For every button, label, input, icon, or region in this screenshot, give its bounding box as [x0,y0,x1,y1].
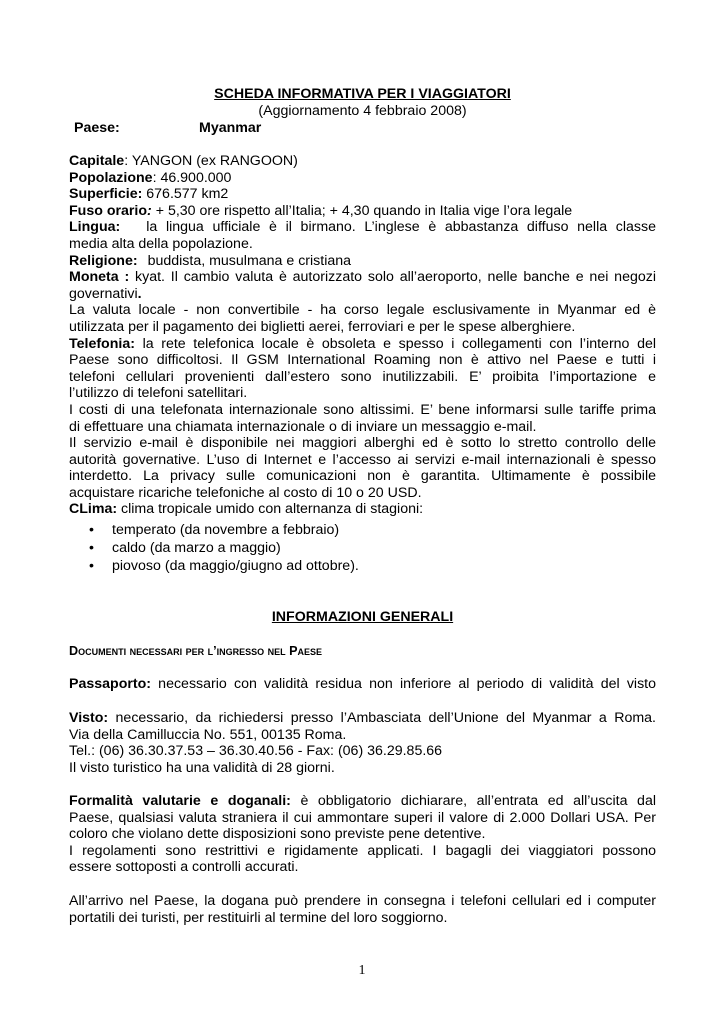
arrivo-line-1: All’arrivo nel Paese, la dogana può prendere in consegna i telefoni cellulari ed i computer [69,893,656,909]
popolazione-value: : 46.900.000 [152,169,232,186]
documents-heading: Documenti necessari per l’ingresso nel Paese [69,644,323,658]
email-line-4: acquistare ricariche telefoniche al costo di 10 o 20 USD. [69,484,422,501]
clima-line [69,501,656,518]
telefonia-line-4: l’utilizzo di telefoni satellitari. [69,385,248,402]
fuso-label: Fuso orario [69,202,148,219]
telefonia-line-1 [69,336,656,353]
telefonia-line-2: Paese sono difficoltosi. Il GSM International Roaming non è attivo nel Paese e tutti i [69,352,656,369]
moneta-period: . [137,285,142,302]
valuta-line-1: La valuta locale - non convertibile - ha corso legale esclusivamente in Myanmar ed è [69,302,656,319]
costi-line-1: I costi di una telefonata internazionale sono altissimi. E’ bene informarsi sulle tariffe prima [69,401,656,418]
lingua-line-2: media alta della popolazione. [69,235,253,252]
clima-label: CLima: [69,501,118,518]
visto-validity: Il visto turistico ha una validità di 28 giorni. [69,759,335,776]
popolazione-label: Popolazione [69,169,153,186]
moneta-value-2: governativi [69,285,138,302]
email-line-2: autorità governative. L’uso di Internet e l’accesso ai servizi e-mail internazionali è spesso [69,451,656,468]
visto-label: Visto: [69,710,109,726]
religione-value: buddista, musulmana e cristiana [147,252,352,269]
telefonia-value: la rete telefonica locale è obsoleta e spesso i collegamenti con l’interno del [134,335,656,352]
season-piovoso: piovoso (da maggio/giugno ad ottobre). [112,558,359,574]
religione-label: Religione: [69,252,138,269]
capitale-label: Capitale [69,153,125,169]
country-label: Paese: [74,120,120,136]
telefonia-line-3: telefoni cellulari provenienti dall’estero sono inutilizzabili. E’ proibita l’importazione e [69,368,656,385]
fuso-colon: : [147,202,152,219]
valuta-line-2: utilizzata per il pagamento dei biglietti aerei, ferroviari e per le spese alberghiere. [69,318,576,335]
lingua-value: la lingua ufficiale è il birmano. L’inglese è abbastanza diffuso nella classe [146,219,656,236]
religione-line [69,253,656,270]
visto-phone: Tel.: (06) 36.30.37.53 – 36.30.40.56 - Fax: (06) 36.29.85.66 [69,743,443,760]
visto-address: Via della Camilluccia No. 551, 00135 Roma. [69,726,347,743]
document-title: SCHEDA INFORMATIVA PER I VIAGGIATORI [214,86,511,102]
regolamenti-line-1: I regolamenti sono restrittivi e rigidamente applicati. I bagagli dei viaggiatori possono [69,842,656,859]
formalita-line-3: coloro che violano dette disposizioni sono previste pene detentive. [69,826,486,843]
fuso-value: + 5,30 ore rispetto all’Italia; + 4,30 quando in Italia vige l’ora legale [151,202,573,219]
moneta-line-2 [69,286,656,303]
clima-value: clima tropicale umido con alternanza di stagioni: [117,501,424,518]
arrivo-paragraph [69,893,656,926]
passaporto-value: necessario con validità residua non inferiore al periodo di validità del visto [151,676,656,692]
lingua-label: Lingua: [69,219,121,236]
update-date: (Aggiornamento 4 febbraio 2008) [258,103,467,119]
formalita-line-2: Paese, qualsiasi valuta straniera il cui ammontare superi il valore di 2.000 Dollari USA. Per [69,809,656,826]
bullet-icon: • [89,558,94,574]
arrivo-line-2: portatili dei turisti, per restituirli al termine del loro soggiorno. [69,909,448,926]
visto-paragraph [69,710,656,776]
superficie-label: Superficie: [69,186,143,203]
page-number: 1 [358,963,366,978]
superficie-value: 676.577 km2 [142,186,229,203]
moneta-label: Moneta : [69,269,130,286]
list-item [69,540,656,557]
bullet-icon: • [89,540,94,556]
fuso-line [69,203,656,220]
email-line-1: Il servizio e-mail è disponibile nei maggiori alberghi ed è sotto lo stretto controllo delle [69,435,656,452]
facts-section [69,153,656,518]
capitale-line [69,153,656,170]
season-temperato: temperato (da novembre a febbraio) [112,522,340,538]
superficie-line [69,186,656,203]
moneta-line [69,269,656,286]
email-line-3: interdetto. La privacy sulle comunicazioni non è garantita. Ultimamente è possibile [69,468,656,485]
lingua-line [69,219,656,236]
passaporto-paragraph [69,676,656,693]
formalita-label: Formalità valutarie e doganali: [69,793,291,809]
formalita-paragraph [69,793,656,876]
costi-line-2: di effettuare una chiamata internazionale o di inviare un messaggio e-mail. [69,418,537,435]
capitale-value: : YANGON (ex RANGOON) [124,153,298,169]
country-value: Myanmar [199,120,262,136]
season-caldo: caldo (da marzo a maggio) [112,540,281,556]
telefonia-label: Telefonia: [69,335,135,352]
visto-value: necessario, da richiedersi presso l’Ambasciata dell’Unione del Myanmar a Roma. [108,710,656,726]
list-item [69,522,656,539]
popolazione-line [69,170,656,187]
regolamenti-line-2: essere sottoposti a controlli accurati. [69,859,299,876]
moneta-value: kyat. Il cambio valuta è autorizzato solo all’aeroporto, nelle banche e nei negozi [129,269,656,286]
list-item [69,558,656,575]
formalita-value: è obbligatorio dichiarare, all’entrata ed all’uscita dal [290,793,656,809]
general-info-heading: INFORMAZIONI GENERALI [271,609,454,625]
bullet-icon: • [89,522,94,538]
passaporto-label: Passaporto: [69,676,151,692]
